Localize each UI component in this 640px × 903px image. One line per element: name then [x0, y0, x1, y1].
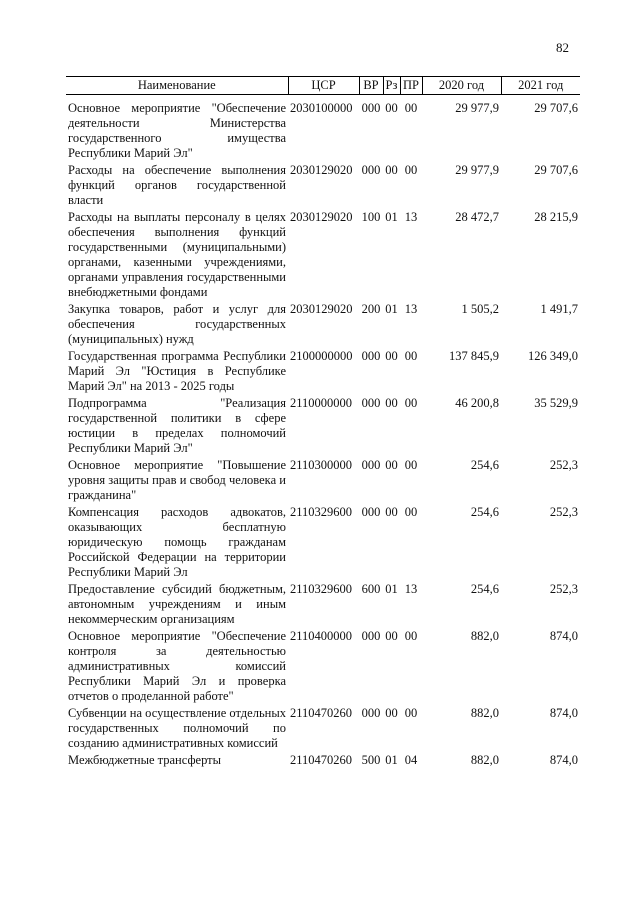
row-value-2020: 1 505,2 — [461, 302, 499, 316]
header-pr: ПР — [400, 77, 422, 95]
row-value-2021: 252,3 — [549, 505, 578, 519]
row-vr: 000 — [361, 505, 381, 519]
row-value-2020: 254,6 — [470, 458, 499, 472]
row-rz: 01 — [385, 302, 398, 316]
row-csr: 2110470260 — [290, 706, 353, 720]
row-pr: 00 — [404, 349, 418, 363]
row-vr: 000 — [361, 101, 381, 115]
row-csr: 2030129020 — [290, 210, 353, 224]
row-name: Закупка товаров, работ и услуг для обеспечения государственных (муниципальных) нужд — [68, 302, 286, 346]
row-value-2020: 28 472,7 — [455, 210, 499, 224]
row-value-2021: 29 707,6 — [534, 101, 578, 115]
row-pr: 00 — [404, 505, 418, 519]
table-row — [66, 396, 580, 458]
row-rz: 01 — [385, 582, 398, 596]
row-value-2020: 46 200,8 — [455, 396, 499, 410]
row-rz: 00 — [385, 629, 398, 643]
table-row — [66, 706, 580, 753]
row-csr: 2100000000 — [290, 349, 353, 363]
table-header-row — [66, 77, 580, 95]
row-name: Субвенции на осуществление отдельных государственных полномочий по созданию административных комиссий — [68, 706, 286, 750]
row-rz: 01 — [385, 210, 398, 224]
row-name: Основное мероприятие "Повышение уровня защиты прав и свобод человека и гражданина" — [68, 458, 286, 502]
row-vr: 000 — [361, 706, 381, 720]
row-name: Расходы на обеспечение выполнения функций органов государственной власти — [68, 163, 286, 207]
row-value-2020: 137 845,9 — [449, 349, 499, 363]
row-vr: 000 — [361, 163, 381, 177]
table-row — [66, 349, 580, 396]
table-row — [66, 629, 580, 706]
row-value-2020: 882,0 — [470, 706, 499, 720]
row-name: Межбюджетные трансферты — [68, 753, 222, 767]
row-pr: 00 — [404, 706, 418, 720]
row-rz: 00 — [385, 706, 398, 720]
row-csr: 2110400000 — [290, 629, 353, 643]
row-pr: 00 — [404, 396, 418, 410]
row-csr: 2110470260 — [290, 753, 353, 767]
page-number: 82 — [556, 40, 569, 55]
row-name: Предоставление субсидий бюджетным, автономным учреждениям и иным некоммерческим организациям — [68, 582, 286, 626]
row-vr: 600 — [361, 582, 381, 596]
row-pr: 13 — [404, 302, 418, 316]
row-vr: 200 — [361, 302, 381, 316]
header-2021: 2021 год — [501, 77, 580, 95]
row-vr: 000 — [361, 349, 381, 363]
row-value-2020: 29 977,9 — [455, 101, 499, 115]
header-rz: Рз — [383, 77, 400, 95]
table-row — [66, 458, 580, 505]
table-row — [66, 95, 580, 164]
row-rz: 00 — [385, 163, 398, 177]
row-vr: 000 — [361, 629, 381, 643]
header-csr: ЦСР — [288, 77, 359, 95]
row-csr: 2110329600 — [290, 505, 353, 519]
table-row — [66, 163, 580, 210]
header-2020: 2020 год — [422, 77, 501, 95]
row-rz: 00 — [385, 458, 398, 472]
row-vr: 100 — [361, 210, 381, 224]
row-rz: 00 — [385, 101, 398, 115]
row-pr: 13 — [404, 210, 418, 224]
row-csr: 2030129020 — [290, 302, 353, 316]
row-pr: 13 — [404, 582, 418, 596]
table-row — [66, 753, 580, 770]
row-value-2021: 874,0 — [549, 753, 578, 767]
row-csr: 2110329600 — [290, 582, 353, 596]
row-rz: 00 — [385, 505, 398, 519]
budget-table — [66, 76, 580, 770]
row-value-2021: 28 215,9 — [534, 210, 578, 224]
row-value-2020: 882,0 — [470, 753, 499, 767]
row-csr: 2110000000 — [290, 396, 353, 410]
row-name: Подпрограмма "Реализация государственной политики в сфере юстиции в пределах полномочий Республики Марий Эл" — [68, 396, 286, 455]
row-value-2020: 882,0 — [470, 629, 499, 643]
table-row — [66, 582, 580, 629]
row-value-2021: 29 707,6 — [534, 163, 578, 177]
row-vr: 000 — [361, 396, 381, 410]
row-value-2021: 874,0 — [549, 629, 578, 643]
row-rz: 00 — [385, 349, 398, 363]
table-row — [66, 210, 580, 302]
row-pr: 00 — [404, 458, 418, 472]
row-csr: 2110300000 — [290, 458, 353, 472]
row-value-2021: 252,3 — [549, 582, 578, 596]
row-pr: 00 — [404, 101, 418, 115]
row-pr: 04 — [404, 753, 418, 767]
row-value-2021: 874,0 — [549, 706, 578, 720]
row-value-2021: 35 529,9 — [534, 396, 578, 410]
row-name: Компенсация расходов адвокатов, оказывающих бесплатную юридическую помощь гражданам Российской Федерации на территории Республики Марий Эл — [68, 505, 286, 579]
row-name: Расходы на выплаты персоналу в целях обеспечения выполнения функций государственными (муниципальными) органами, казенными учреждениями, органами управления государственными внебюджетными фондами — [68, 210, 286, 299]
row-value-2021: 252,3 — [549, 458, 578, 472]
row-pr: 00 — [404, 163, 418, 177]
row-value-2020: 254,6 — [470, 505, 499, 519]
header-vr: ВР — [359, 77, 383, 95]
header-name: Наименование — [66, 77, 288, 95]
row-vr: 000 — [361, 458, 381, 472]
table-row — [66, 505, 580, 582]
row-value-2020: 254,6 — [470, 582, 499, 596]
row-pr: 00 — [404, 629, 418, 643]
row-vr: 500 — [361, 753, 381, 767]
row-value-2021: 126 349,0 — [528, 349, 578, 363]
row-name: Основное мероприятие "Обеспечение контроля за деятельностью административных комиссий Республики Марий Эл и проверка отчетов о проделанной работе" — [68, 629, 286, 703]
row-value-2021: 1 491,7 — [540, 302, 578, 316]
table-body — [66, 95, 580, 771]
row-rz: 00 — [385, 396, 398, 410]
row-name: Государственная программа Республики Марий Эл "Юстиция в Республике Марий Эл" на 2013 - 2025 годы — [68, 349, 286, 393]
row-value-2020: 29 977,9 — [455, 163, 499, 177]
row-csr: 2030100000 — [290, 101, 353, 115]
row-rz: 01 — [385, 753, 398, 767]
row-name: Основное мероприятие "Обеспечение деятельности Министерства государственного имущества Республики Марий Эл" — [68, 101, 286, 160]
row-csr: 2030129020 — [290, 163, 353, 177]
table-row — [66, 302, 580, 349]
